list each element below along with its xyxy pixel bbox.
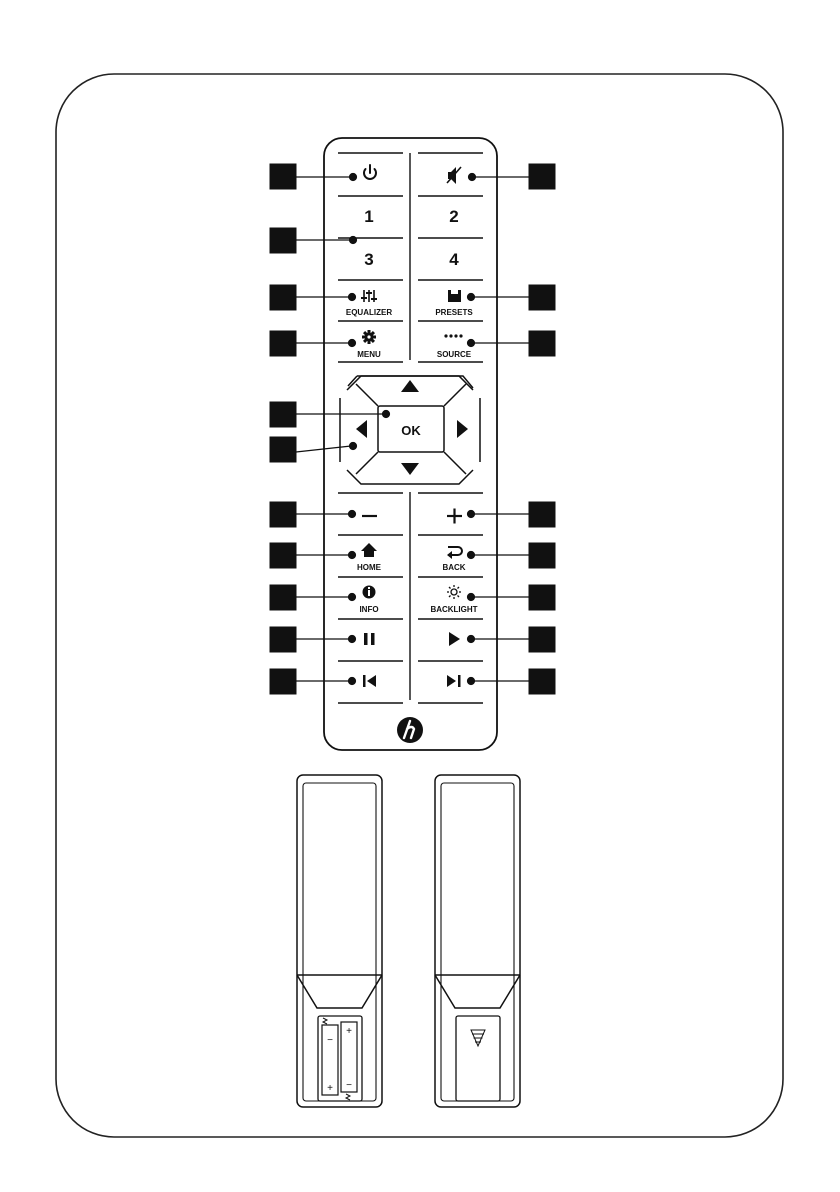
- remote-back-closed: [435, 775, 520, 1107]
- callout-box: [270, 543, 296, 568]
- cover-release-icon[interactable]: [471, 1030, 485, 1046]
- page-frame: [56, 74, 783, 1137]
- return-arrow-icon[interactable]: [447, 547, 462, 559]
- dpad-up-arrow[interactable]: [401, 380, 419, 392]
- battery-left-minus: −: [327, 1035, 333, 1046]
- house-icon[interactable]: [361, 543, 377, 557]
- dpad-left-arrow[interactable]: [356, 420, 367, 438]
- info-label: INFO: [359, 605, 379, 614]
- dots-icon[interactable]: [444, 334, 462, 337]
- plus-icon[interactable]: [447, 509, 462, 524]
- battery-compartment: [318, 1016, 362, 1101]
- callout-box: [529, 331, 555, 356]
- callout-box: [529, 627, 555, 652]
- play-icon[interactable]: [449, 632, 460, 646]
- backlight-label: BACKLIGHT: [430, 605, 478, 614]
- equalizer-icon[interactable]: [361, 290, 377, 302]
- callout-box: [529, 585, 555, 610]
- callout-box: [270, 627, 296, 652]
- spring-bottom: [346, 1094, 350, 1100]
- key-2[interactable]: 2: [449, 207, 459, 226]
- callout-box: [270, 331, 296, 356]
- gear-icon[interactable]: [362, 330, 376, 344]
- spring-top: [323, 1018, 327, 1024]
- home-label: HOME: [357, 563, 381, 572]
- callout-box: [270, 585, 296, 610]
- remote-back-open: [297, 775, 382, 1107]
- save-icon[interactable]: [448, 290, 461, 302]
- skip-previous-icon[interactable]: [363, 675, 376, 687]
- callout-box: [270, 228, 296, 253]
- dpad-down-arrow[interactable]: [401, 463, 419, 475]
- callout-box: [529, 669, 555, 694]
- equalizer-label: EQUALIZER: [345, 308, 393, 317]
- mute-icon[interactable]: [447, 167, 461, 184]
- callout-box: [529, 164, 555, 189]
- key-4[interactable]: 4: [449, 250, 459, 269]
- info-icon[interactable]: [363, 586, 376, 599]
- ok-label: OK: [401, 423, 421, 438]
- key-3[interactable]: 3: [364, 250, 374, 269]
- power-icon[interactable]: [364, 165, 376, 179]
- callout-box: [270, 437, 296, 462]
- callout-box: [529, 543, 555, 568]
- battery-right-plus: +: [346, 1026, 352, 1037]
- callout-box: [529, 502, 555, 527]
- battery-cover: [456, 1016, 500, 1101]
- sun-icon[interactable]: [447, 585, 461, 599]
- callout-box: [270, 669, 296, 694]
- callout-box: [270, 285, 296, 310]
- pause-icon[interactable]: [364, 633, 375, 645]
- battery-right-minus: −: [346, 1080, 352, 1091]
- back-label: BACK: [442, 563, 466, 572]
- callouts-left: [270, 164, 393, 694]
- menu-label: MENU: [357, 350, 381, 359]
- key-1[interactable]: 1: [364, 207, 374, 226]
- dpad-right-arrow[interactable]: [457, 420, 468, 438]
- skip-next-icon[interactable]: [447, 675, 461, 687]
- presets-label: PRESETS: [435, 308, 473, 317]
- callout-box: [270, 164, 296, 189]
- hama-logo: [397, 717, 423, 743]
- battery-left-plus: +: [327, 1083, 333, 1094]
- callout-box: [270, 402, 296, 427]
- callout-box: [529, 285, 555, 310]
- source-label: SOURCE: [436, 350, 472, 359]
- callout-box: [270, 502, 296, 527]
